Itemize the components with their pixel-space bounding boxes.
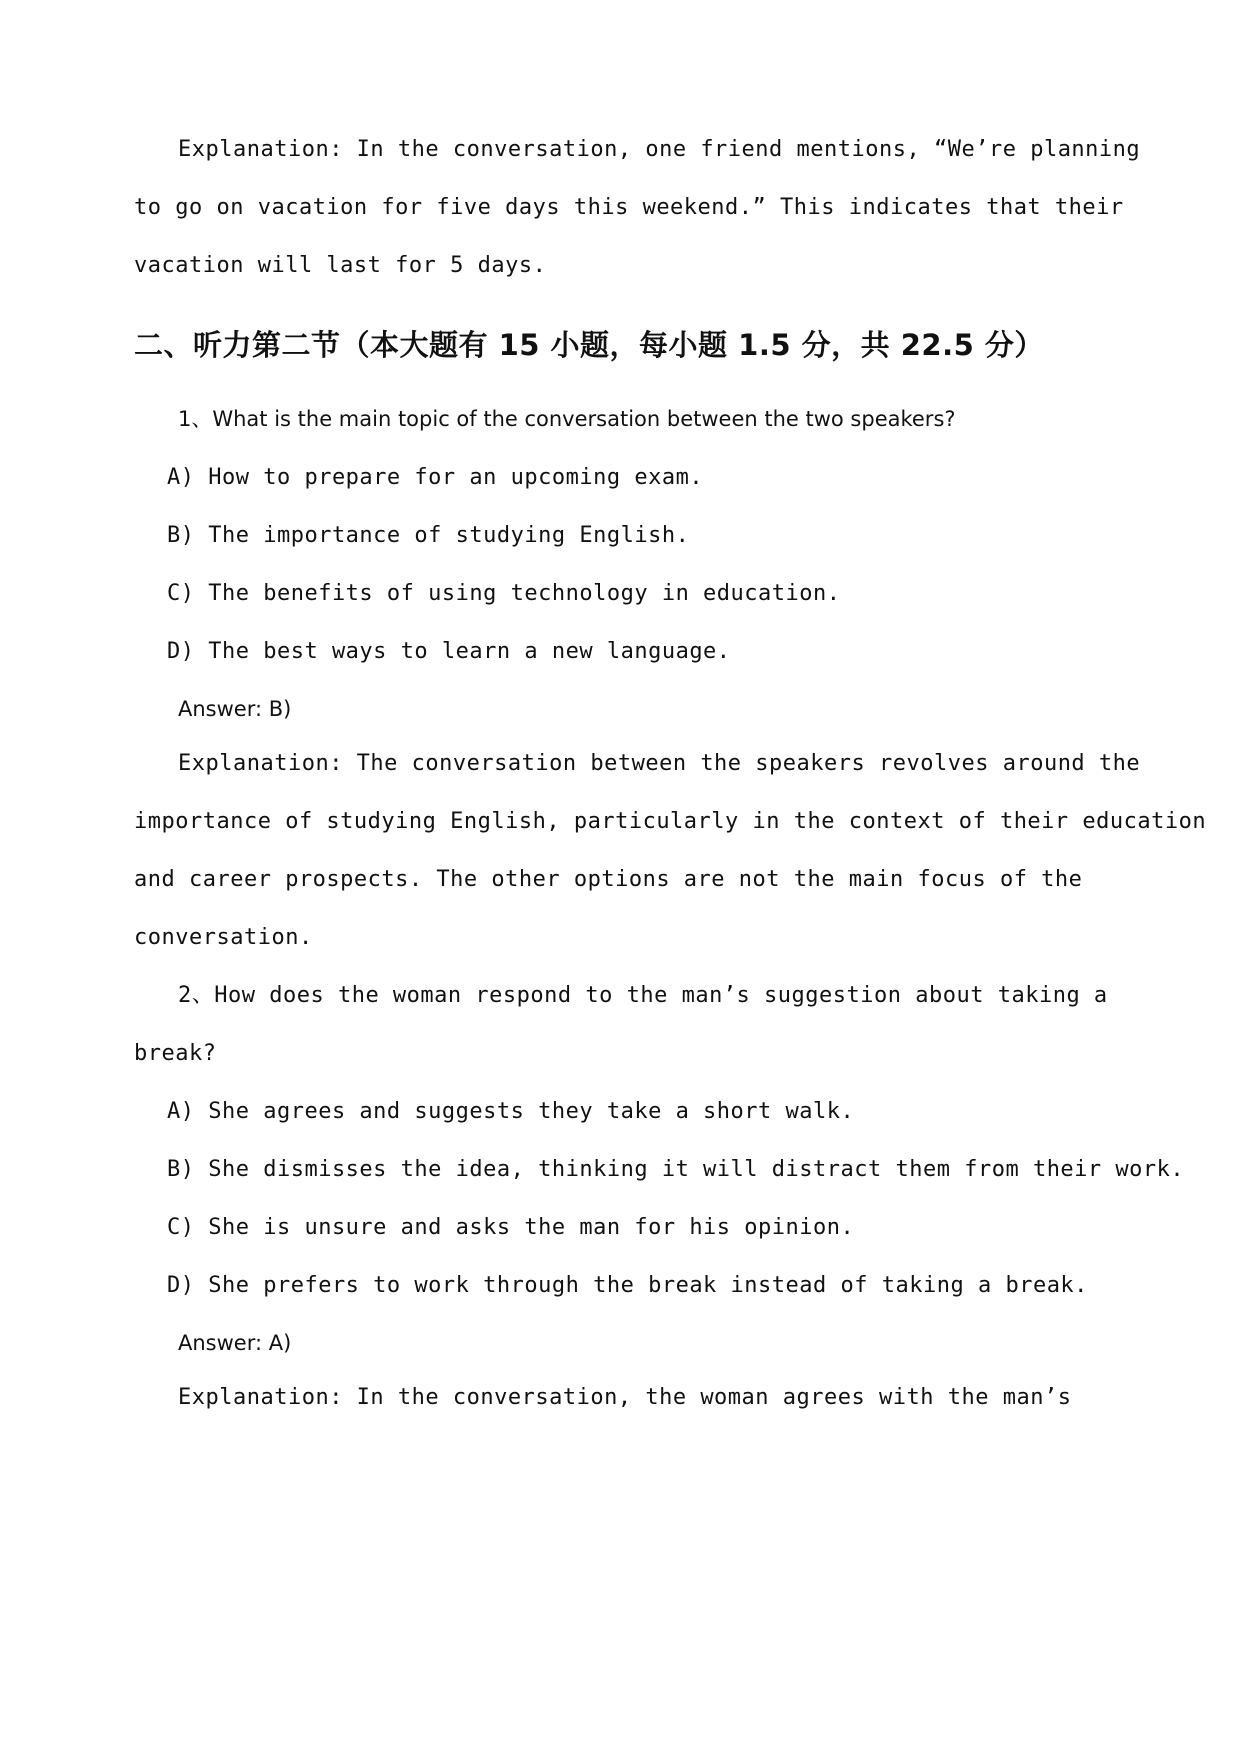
question-1-option-d: D) The best ways to learn a new language.	[167, 639, 731, 664]
question-1-explanation-line-3: and career prospects. The other options are not the main focus of the	[134, 867, 1083, 892]
section-heading: 二、听力第二节（本大题有 15 小题，每小题 1.5 分，共 22.5 分）	[134, 328, 1044, 362]
question-1-option-a: A) How to prepare for an upcoming exam.	[167, 465, 704, 490]
prev-explanation-line-2: to go on vacation for five days this weekend.” This indicates that their	[134, 195, 1124, 220]
question-1-option-c: C) The benefits of using technology in education.	[167, 581, 841, 606]
question-1-explanation-line-4: conversation.	[134, 925, 313, 950]
prev-explanation-line-1: Explanation: In the conversation, one friend mentions, “We’re planning	[178, 137, 1141, 162]
question-1-text: 1、What is the main topic of the conversation between the two speakers?	[178, 407, 956, 431]
question-2-text-line-2: break?	[134, 1041, 217, 1066]
question-1-explanation-line-1: Explanation: The conversation between the speakers revolves around the	[178, 751, 1141, 776]
question-2-option-a: A) She agrees and suggests they take a short walk.	[167, 1099, 855, 1124]
question-2-explanation-line-1: Explanation: In the conversation, the woman agrees with the man’s	[178, 1385, 1072, 1410]
question-2-text-line-1: 2、How does the woman respond to the man’s suggestion about taking a	[178, 983, 1108, 1008]
question-2-option-c: C) She is unsure and asks the man for his opinion.	[167, 1215, 855, 1240]
question-2-option-d: D) She prefers to work through the break instead of taking a break.	[167, 1273, 1088, 1298]
question-2-answer: Answer: A)	[178, 1331, 292, 1355]
prev-explanation-line-3: vacation will last for 5 days.	[134, 253, 547, 278]
question-2-option-b: B) She dismisses the idea, thinking it will distract them from their work.	[167, 1157, 1185, 1182]
question-1-explanation-line-2: importance of studying English, particularly in the context of their education	[134, 809, 1207, 834]
question-1-option-b: B) The importance of studying English.	[167, 523, 690, 548]
question-1-answer: Answer: B)	[178, 697, 292, 721]
